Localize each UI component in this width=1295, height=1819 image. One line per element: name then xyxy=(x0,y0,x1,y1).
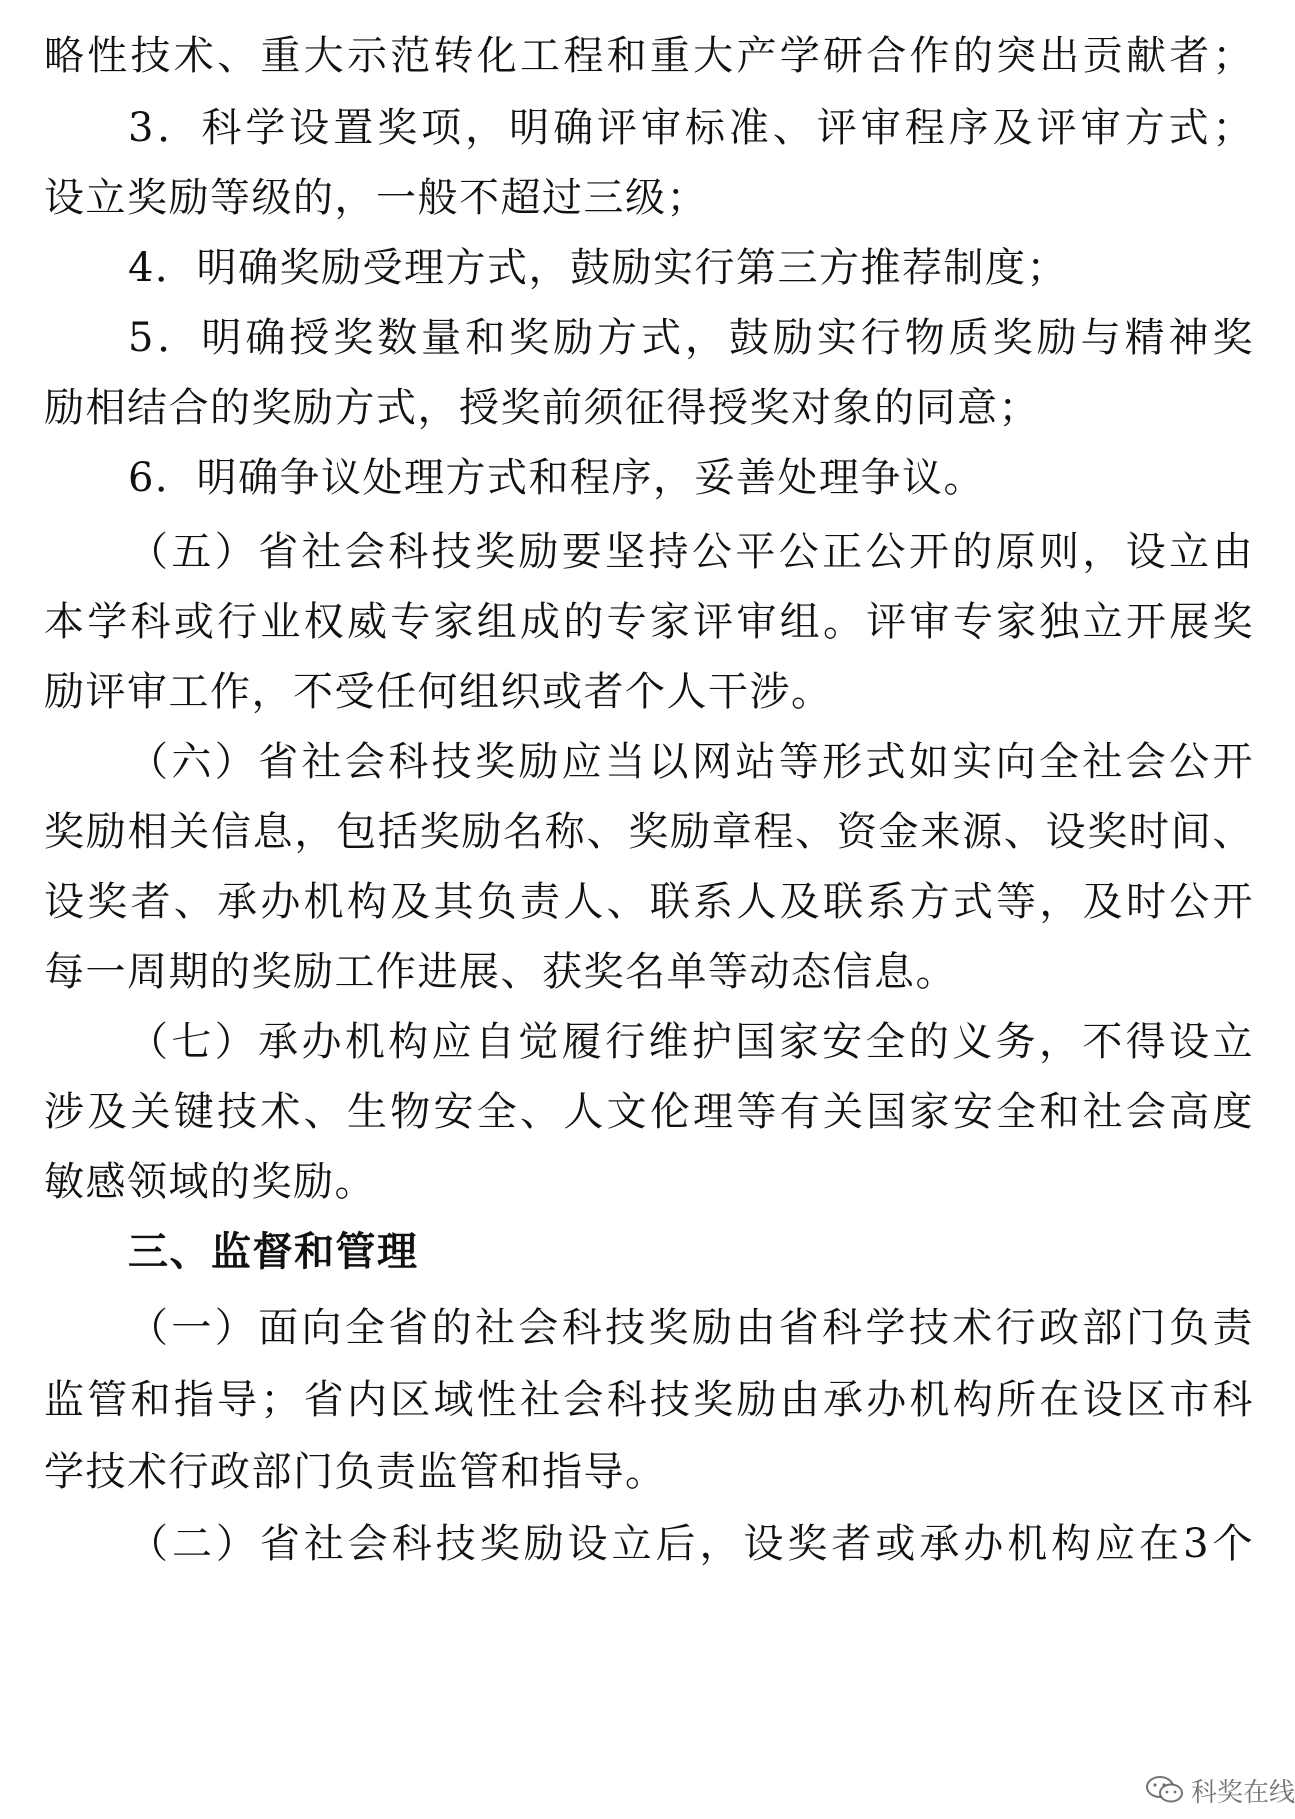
text-line: 设立奖励等级的，一般不超过三级； xyxy=(44,175,708,221)
text-line: （七）承办机构应自觉履行维护国家安全的义务，不得设立 xyxy=(128,1019,1254,1065)
text-line: 设奖者、承办机构及其负责人、联系人及联系方式等，及时公开 xyxy=(44,879,1254,925)
text-line: 涉及关键技术、生物安全、人文伦理等有关国家安全和社会高度 xyxy=(44,1089,1254,1135)
text-line: 励相结合的奖励方式，授奖前须征得授奖对象的同意； xyxy=(44,385,1040,431)
text-line: （五）省社会科技奖励要坚持公平公正公开的原则，设立由 xyxy=(128,529,1254,575)
text-line: （一）面向全省的社会科技奖励由省科学技术行政部门负责 xyxy=(128,1305,1254,1351)
watermark-text: 科奖在线 xyxy=(1191,1777,1295,1808)
text-line: 学技术行政部门负责监管和指导。 xyxy=(44,1449,667,1495)
text-line: 奖励相关信息，包括奖励名称、奖励章程、资金来源、设奖时间、 xyxy=(44,809,1254,855)
text-line: 5．明确授奖数量和奖励方式，鼓励实行物质奖励与精神奖 xyxy=(128,315,1254,361)
text-line: （六）省社会科技奖励应当以网站等形式如实向全社会公开 xyxy=(128,739,1254,785)
text-line: 监管和指导；省内区域性社会科技奖励由承办机构所在设区市科 xyxy=(44,1377,1254,1423)
text-line: 4．明确奖励受理方式，鼓励实行第三方推荐制度； xyxy=(128,245,1068,291)
section-heading: 三、监督和管理 xyxy=(128,1229,419,1275)
text-line: 励评审工作，不受任何组织或者个人干涉。 xyxy=(44,669,833,715)
text-line: 敏感领域的奖励。 xyxy=(44,1159,376,1205)
text-line: 每一周期的奖励工作进展、获奖名单等动态信息。 xyxy=(44,949,957,995)
watermark xyxy=(1145,1768,1295,1812)
text-line: （二）省社会科技奖励设立后，设奖者或承办机构应在3个 xyxy=(128,1521,1254,1567)
text-line: 6．明确争议处理方式和程序，妥善处理争议。 xyxy=(128,455,985,501)
wechat-icon xyxy=(1145,1774,1185,1806)
text-line: 本学科或行业权威专家组成的专家评审组。评审专家独立开展奖 xyxy=(44,599,1254,645)
text-line: 3．科学设置奖项，明确评审标准、评审程序及评审方式； xyxy=(128,105,1254,151)
text-line: 略性技术、重大示范转化工程和重大产学研合作的突出贡献者； xyxy=(44,33,1254,79)
